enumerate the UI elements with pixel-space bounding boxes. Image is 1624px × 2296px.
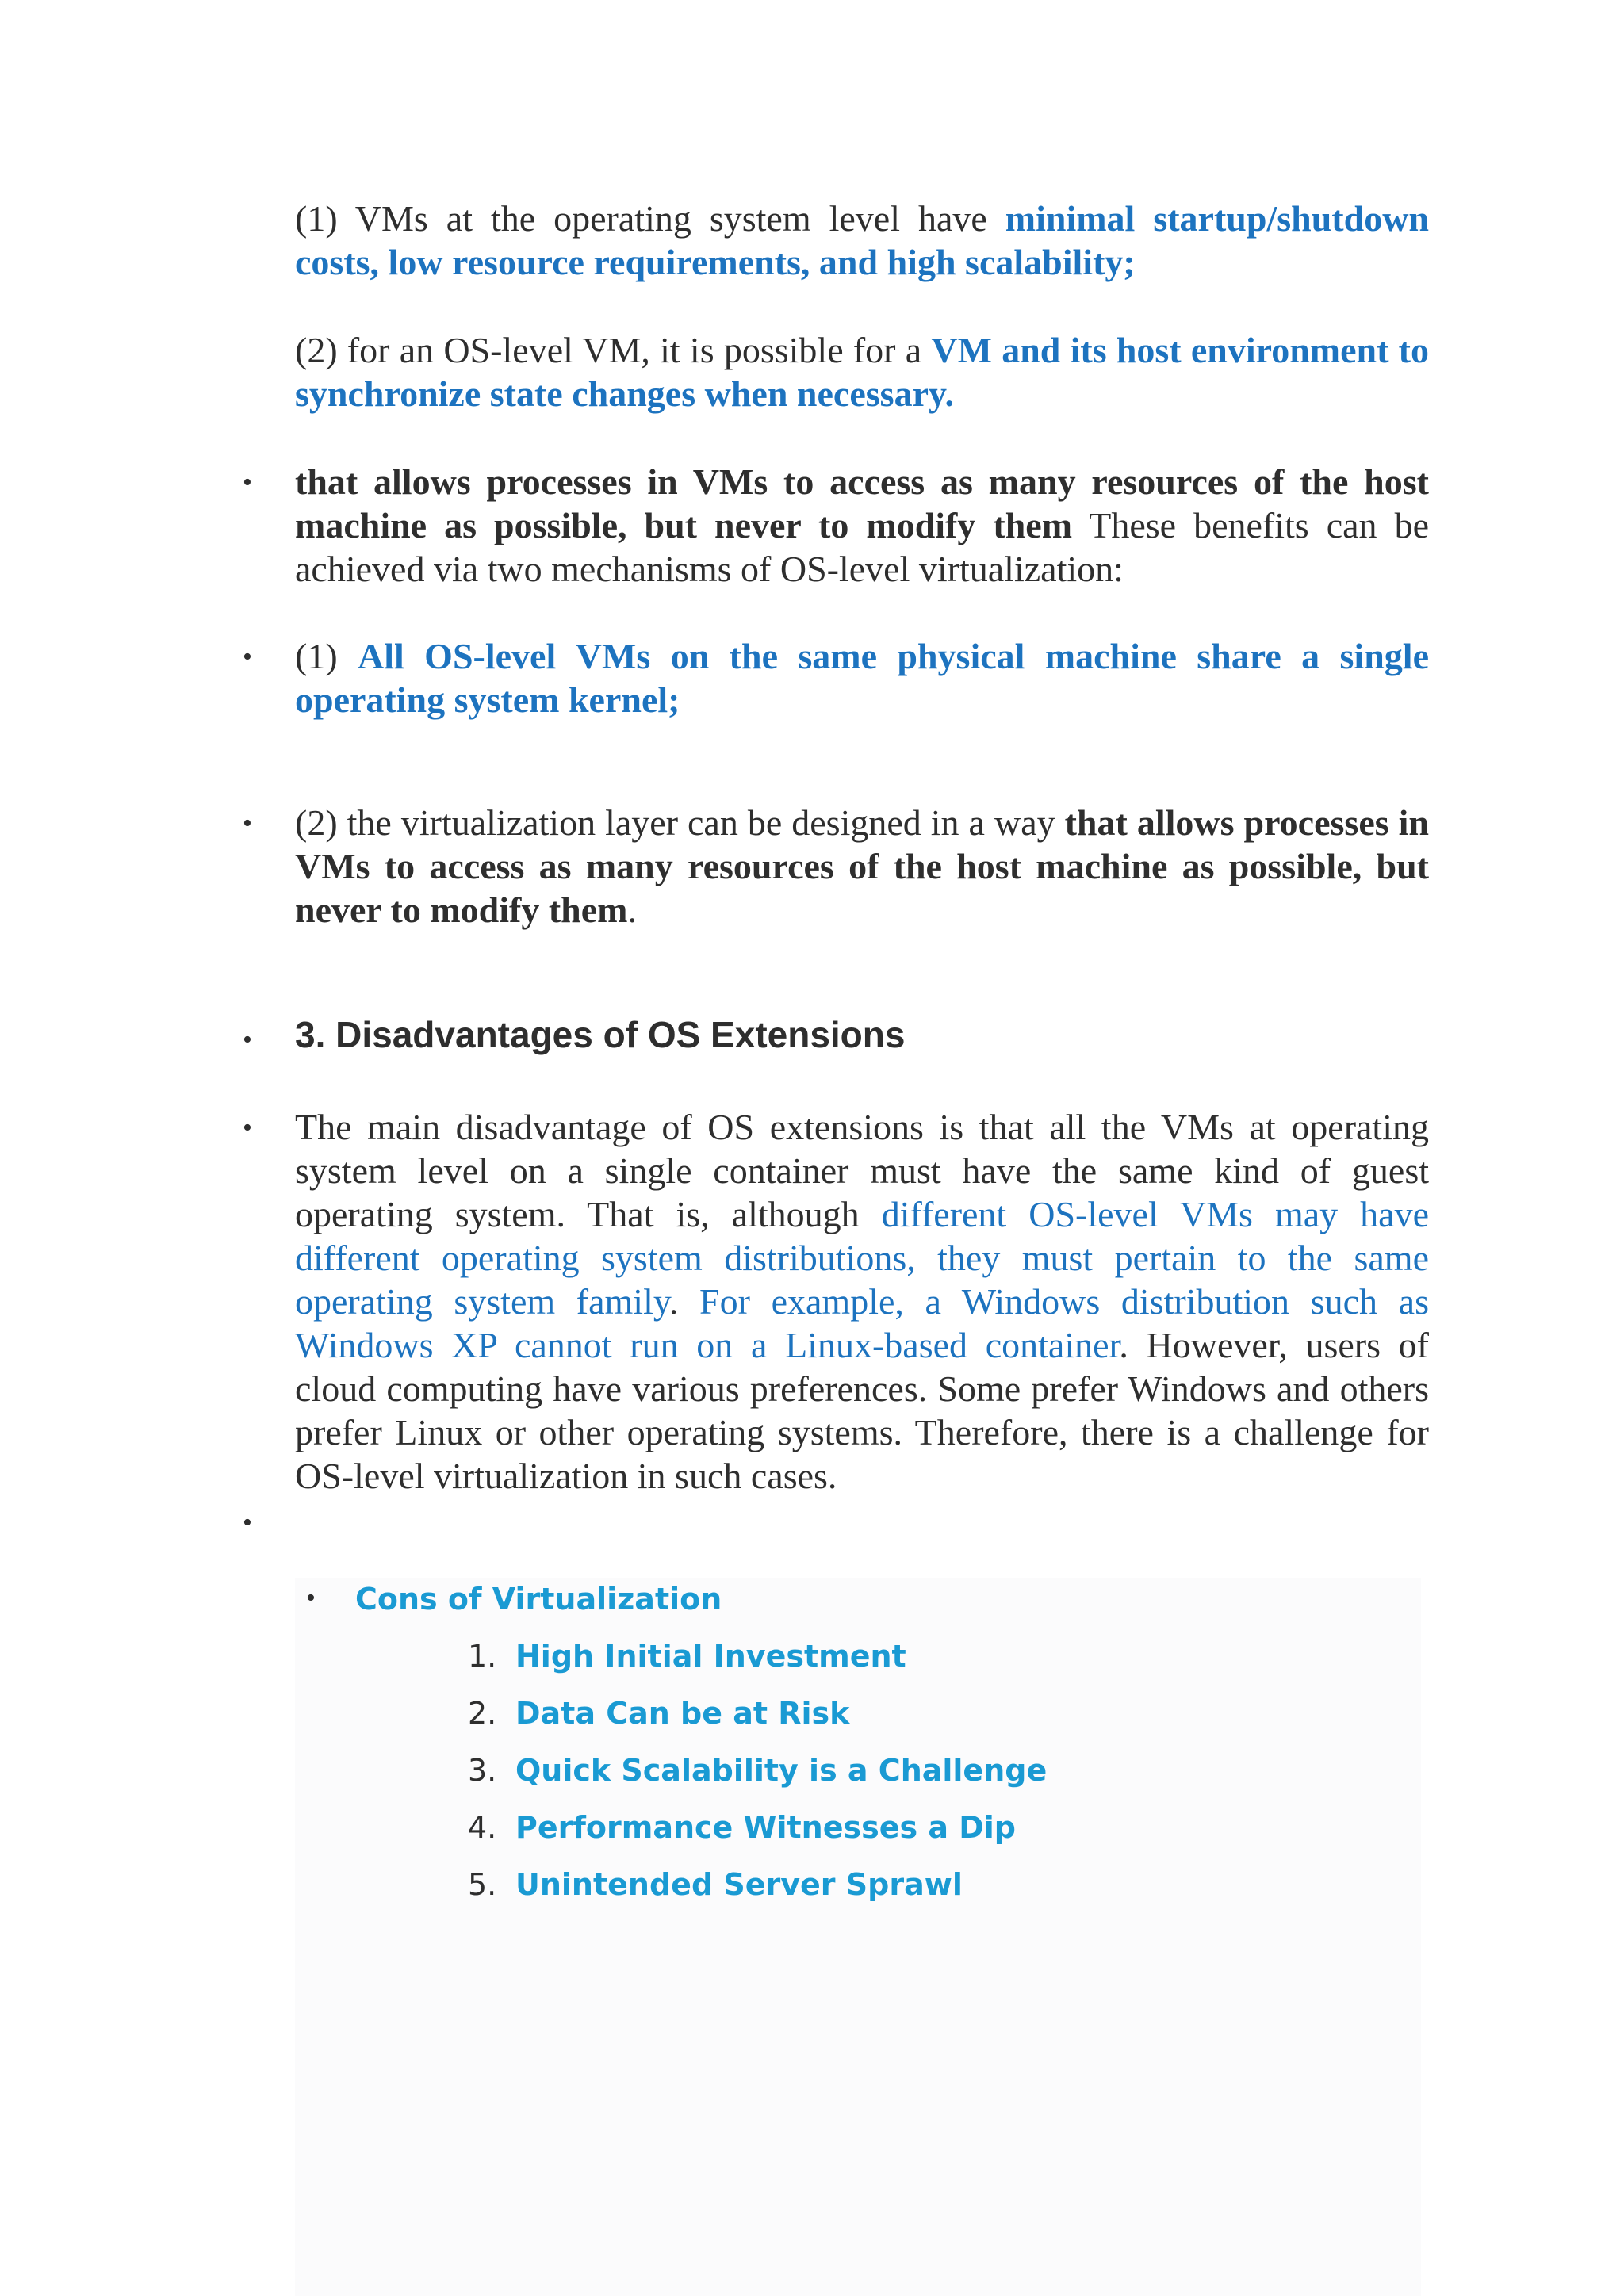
bullet-marker: • xyxy=(243,809,252,838)
list-label: Quick Scalability is a Challenge xyxy=(515,1753,1048,1788)
bullet-marker: • xyxy=(243,642,252,672)
cons-bullet-marker: • xyxy=(306,1583,316,1613)
paragraph-highlight: minimal startup/shutdown costs, low resource requirements, and high scalability; xyxy=(295,198,1429,282)
list-label: Unintended Server Sprawl xyxy=(515,1867,963,1902)
bullet-end-text: . xyxy=(627,890,637,930)
bullet-marker: • xyxy=(243,1113,252,1142)
cons-title: Cons of Virtualization xyxy=(355,1582,722,1617)
list-item xyxy=(468,1696,849,1731)
list-item xyxy=(468,1867,963,1902)
bullet-item-disadvantage xyxy=(295,1105,1429,1498)
paragraph-lead: (1) VMs at the operating system level have xyxy=(295,198,1005,239)
disadvantage-text-1: The main disadvantage of OS extensions is that all the VMs at operating system level on a single container must have the same kind of guest operating system. That is, although xyxy=(295,1107,1429,1234)
list-label: High Initial Investment xyxy=(515,1639,906,1674)
bullet-item-virtualization-layer xyxy=(295,801,1429,932)
disadvantage-blue-1: different OS-level VMs may have different operating system distributions, they must pertain to the same operating system family xyxy=(295,1194,1429,1322)
paragraph-startup-costs xyxy=(295,197,1429,284)
paragraph-highlight: VM and its host environment to synchronize state changes when necessary. xyxy=(295,330,1429,414)
bullet-lead-text: (1) xyxy=(295,636,358,676)
list-label: Data Can be at Risk xyxy=(515,1696,850,1731)
disadvantage-text-3: . However, users of cloud computing have various preferences. Some prefer Windows and others prefer Linux or other operating systems. Therefore, there is a challenge for OS-level virtualization in such cases. xyxy=(295,1325,1430,1496)
page-shade xyxy=(295,1578,1421,2296)
bullet-bold-text: that allows processes in VMs to access as many resources of the host machine as possible, but never to modify them xyxy=(295,802,1429,930)
list-number: 5. xyxy=(468,1867,497,1902)
paragraph-lead: (2) for an OS-level VM, it is possible for a xyxy=(295,330,932,370)
paragraph-synchronize xyxy=(295,328,1429,415)
list-label: Performance Witnesses a Dip xyxy=(515,1810,1016,1845)
list-number: 3. xyxy=(468,1753,497,1788)
bullet-item-shared-kernel xyxy=(295,634,1429,721)
disadvantage-blue-2: For example, a Windows distribution such as Windows XP cannot run on a Linux-based container xyxy=(295,1281,1429,1365)
list-number: 4. xyxy=(468,1810,497,1845)
disadvantage-text-2: . xyxy=(668,1281,700,1322)
list-item xyxy=(468,1753,1047,1788)
bullet-marker-empty: • xyxy=(243,1508,252,1537)
list-item xyxy=(468,1639,906,1674)
bullet-marker: • xyxy=(243,468,252,497)
bullet-marker: • xyxy=(243,1025,252,1054)
list-item xyxy=(468,1810,1016,1845)
section-heading: 3. Disadvantages of OS Extensions xyxy=(295,1014,906,1055)
bullet-rest-text: These benefits can be achieved via two mechanisms of OS-level virtualization: xyxy=(295,505,1430,589)
bullet-bold-text: that allows processes in VMs to access as many resources of the host machine as possible, but never to modify them xyxy=(295,461,1429,545)
list-number: 2. xyxy=(468,1696,497,1731)
bullet-item-resources xyxy=(295,460,1429,591)
bullet-lead-text: (2) the virtualization layer can be designed in a way xyxy=(295,802,1065,843)
list-number: 1. xyxy=(468,1639,497,1674)
bullet-highlight-text: All OS-level VMs on the same physical machine share a single operating system kernel; xyxy=(295,636,1429,720)
